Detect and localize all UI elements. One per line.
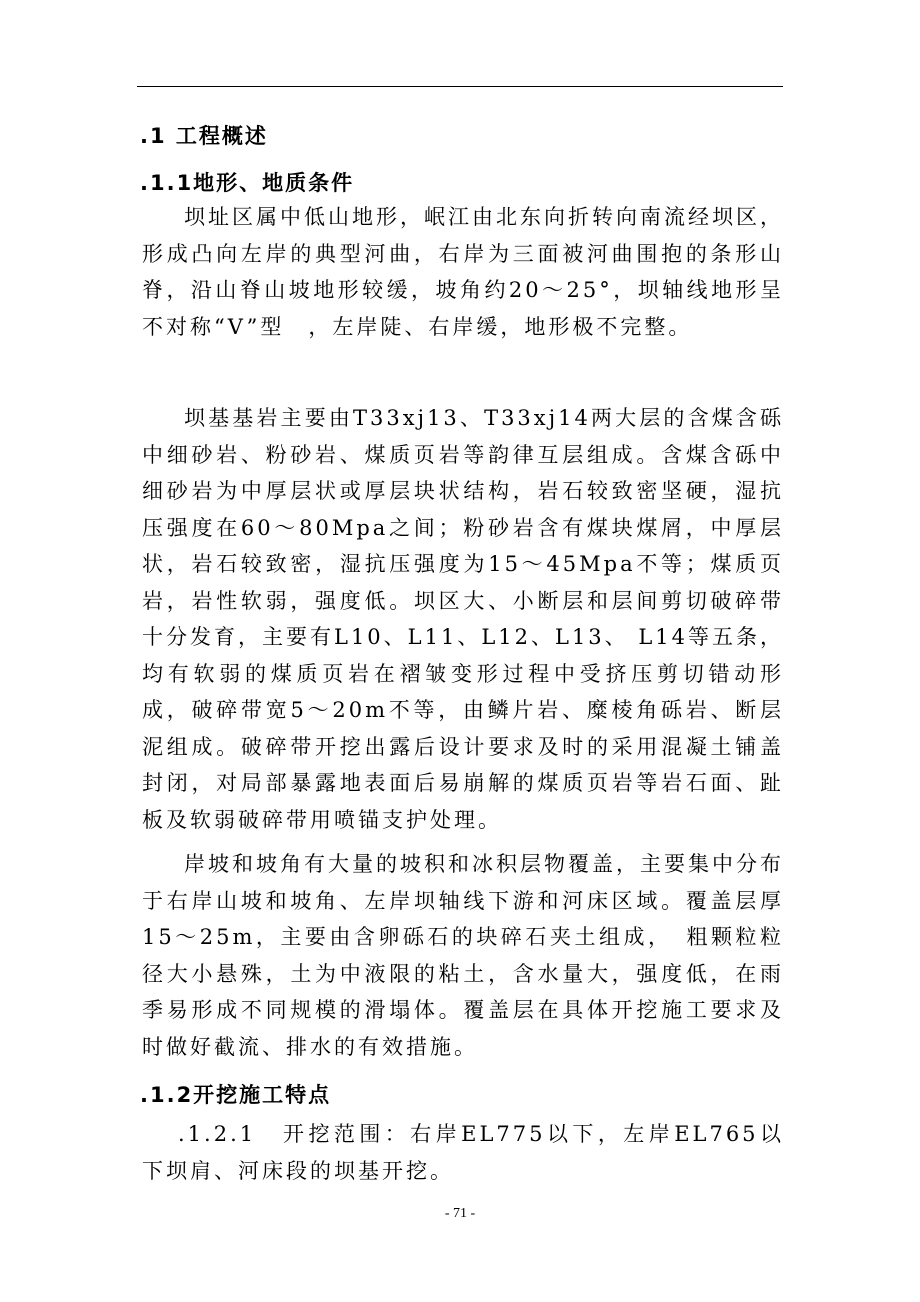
page-number: - 71 - [444,1206,476,1221]
subsection-heading-excavation: .1.2开挖施工特点 [140,1083,332,1107]
paragraph-bedrock: 坝基基岩主要由T33xj13、T33xj14两大层的含煤含砾中细砂岩、粉砂岩、煤质页岩等韵律互层组成。含煤含砾中细砂岩为中厚层状或厚层块状结构，岩石较致密坚硬，湿抗压强度在60～80Mpa之间；粉砂岩含有煤块煤屑，中厚层状，岩石较致密，湿抗压强度为15～45Mpa不等；煤质页岩，岩性软弱，强度低。坝区大、小断层和层间剪切破碎带十分发育，主要有L10、L11、L12、L13、 L14等五条，均有软弱的煤质页岩在褶皱变形过程中受挤压剪切错动形成，破碎带宽5～20m不等，由鳞片岩、糜棱角砾岩、断层泥组成。破碎带开挖出露后设计要求及时的采用混凝土铺盖封闭，对局部暴露地表面后易崩解的煤质页岩等岩石面、趾板及软弱破碎带用喷锚支护处理。 [142,406,785,832]
paragraph-excavation-scope: .1.2.1 开挖范围：右岸EL775以下，左岸EL765以下坝肩、河床段的坝基开挖。 [142,1122,784,1183]
header-rule [137,86,783,87]
paragraph-terrain: 坝址区属中低山地形，岷江由北东向折转向南流经坝区，形成凸向左岸的典型河曲，右岸为三面被河曲围抱的条形山脊，沿山脊山坡地形较缓，坡角约20～25°，坝轴线地形呈不对称“V”型 ，左岸陡、右岸缓，地形极不完整。 [142,205,784,339]
paragraph-overburden: 岸坡和坡角有大量的坡积和冰积层物覆盖，主要集中分布于右岸山坡和坡角、左岸坝轴线下游和河床区域。覆盖层厚15～25m，主要由含卵砾石的块碎石夹土组成， 粗颗粒粒径大小悬殊，土为中液限的粘土，含水量大，强度低，在雨季易形成不同规模的滑塌体。覆盖层在具体开挖施工要求及时做好截流、排水的有效措施。 [142,852,784,1059]
subsection-heading-terrain-geology: .1.1地形、地质条件 [140,171,355,195]
section-heading: .1 工程概述 [140,124,268,148]
